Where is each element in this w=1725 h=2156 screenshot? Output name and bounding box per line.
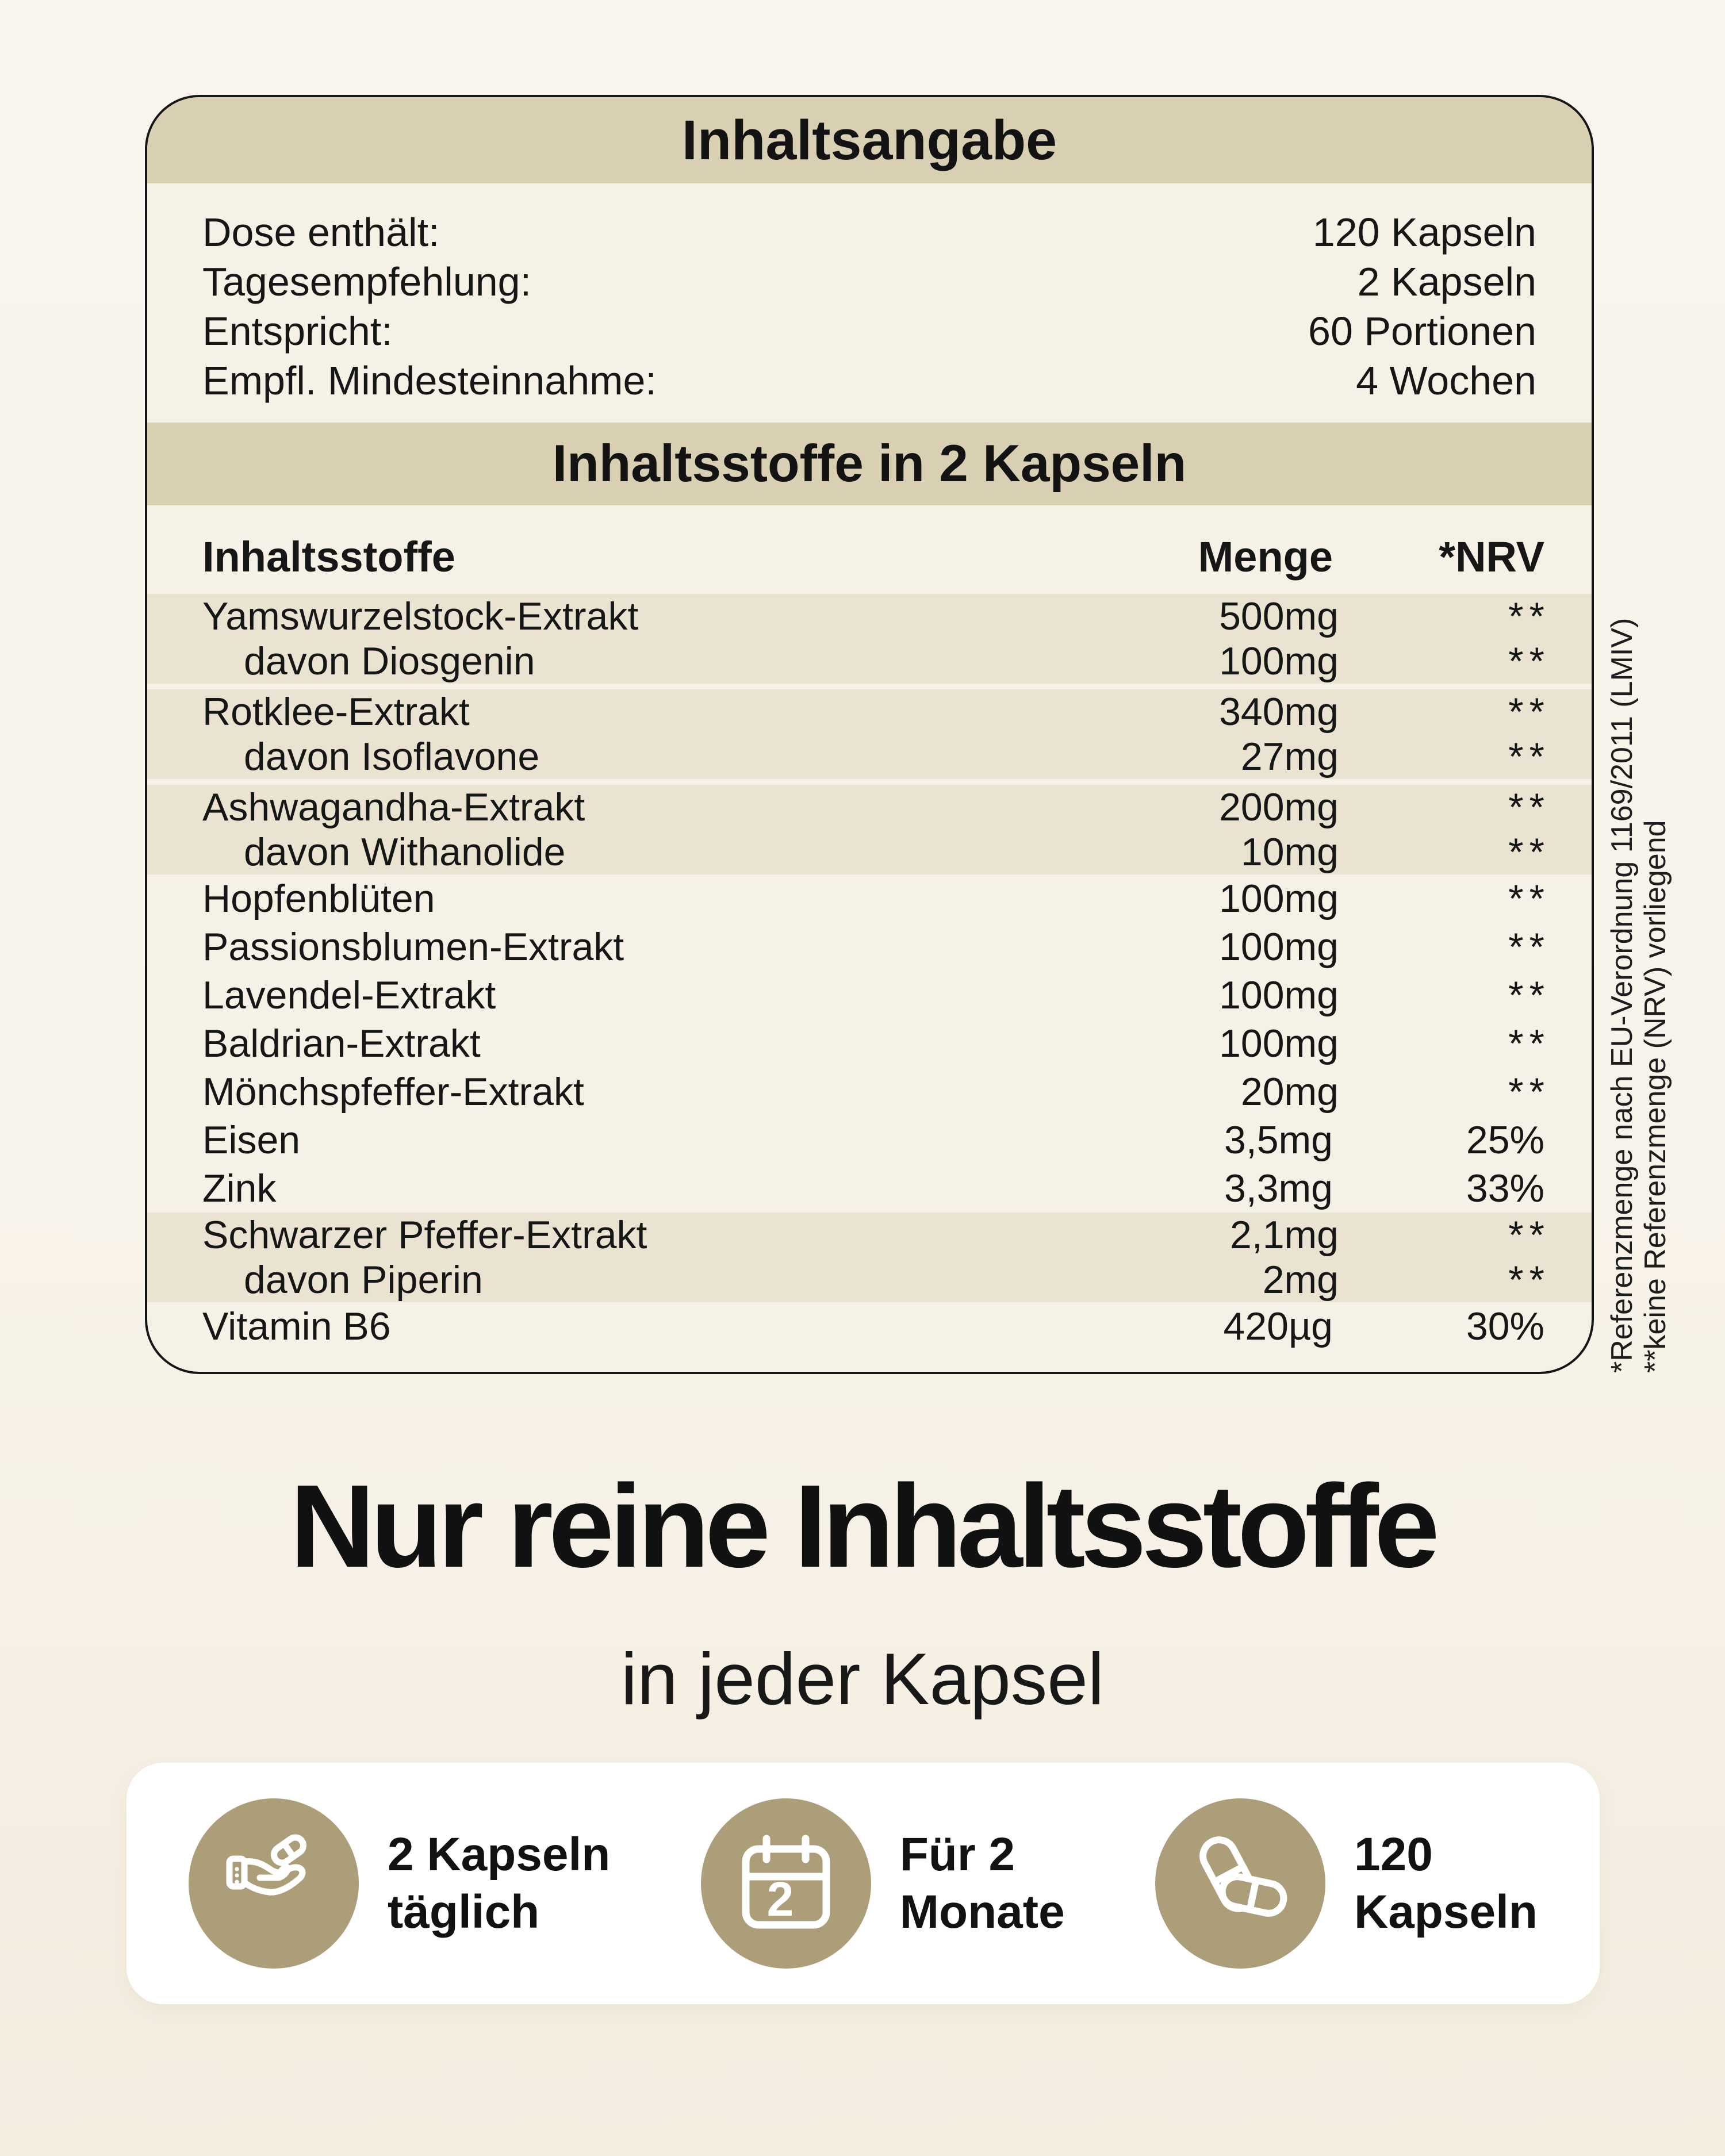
page-title: Nur reine Inhaltsstoffe bbox=[290, 1460, 1435, 1592]
table-row bbox=[147, 1116, 1592, 1164]
ingredient-name: Yamswurzelstock-Extrakt bbox=[202, 594, 639, 638]
info-label: Dose enthält: bbox=[202, 210, 440, 255]
benefit-label bbox=[1354, 1826, 1538, 1941]
table-row bbox=[147, 689, 1592, 734]
info-row bbox=[202, 306, 1536, 356]
facts-card-title: Inhaltsangabe bbox=[147, 97, 1592, 183]
info-value: 4 Wochen bbox=[1356, 358, 1536, 403]
benefit-label-line: Kapseln bbox=[1354, 1886, 1538, 1938]
footnote-keine-referenzmenge: **keine Referenzmenge (NRV) vorliegend bbox=[1639, 820, 1672, 1373]
capsules-icon-svg bbox=[1183, 1826, 1298, 1941]
ingredient-amount: 420µg bbox=[1223, 1305, 1333, 1348]
ingredient-amount: 20mg bbox=[1240, 1070, 1339, 1114]
nrv-footnotes bbox=[1605, 618, 1672, 1373]
table-row bbox=[147, 1068, 1592, 1116]
ingredient-amount: 100mg bbox=[1219, 973, 1339, 1017]
ingredient-name: Vitamin B6 bbox=[202, 1305, 391, 1348]
ingredient-nrv: ** bbox=[1508, 925, 1550, 969]
table-row bbox=[147, 594, 1592, 639]
table-row bbox=[147, 1302, 1592, 1351]
table-row bbox=[147, 1213, 1592, 1257]
ingredient-name: Lavendel-Extrakt bbox=[202, 973, 496, 1017]
footnote-referenzmenge: *Referenzmenge nach EU-Verordnung 1169/2011 (LMIV) bbox=[1605, 617, 1639, 1373]
table-row bbox=[147, 785, 1592, 830]
ingredient-amount: 500mg bbox=[1219, 594, 1339, 638]
info-value: 120 Kapseln bbox=[1312, 210, 1536, 255]
ingredient-name: Schwarzer Pfeffer-Extrakt bbox=[202, 1213, 647, 1257]
table-row bbox=[147, 639, 1592, 684]
ingredients-section-title: Inhaltsstoffe in 2 Kapseln bbox=[147, 423, 1592, 505]
ingredient-name: Hopfenblüten bbox=[202, 877, 435, 920]
ingredient-nrv: ** bbox=[1508, 1213, 1550, 1257]
ingredient-amount: 200mg bbox=[1219, 785, 1339, 829]
ingredient-amount: 100mg bbox=[1219, 925, 1339, 969]
calendar-number: 2 bbox=[766, 1872, 794, 1926]
ingredient-name: Passionsblumen-Extrakt bbox=[202, 925, 624, 969]
page-subtitle: in jeder Kapsel bbox=[620, 1638, 1105, 1720]
ingredient-nrv: 33% bbox=[1466, 1167, 1544, 1210]
header-menge: Menge bbox=[1198, 532, 1333, 581]
ingredient-amount: 2,1mg bbox=[1230, 1213, 1339, 1257]
benefit-label-line: Monate bbox=[899, 1886, 1065, 1938]
ingredient-nrv: ** bbox=[1508, 1022, 1550, 1065]
info-value: 60 Portionen bbox=[1308, 309, 1536, 354]
benefit-dosage bbox=[189, 1798, 610, 1969]
benefit-label-line: täglich bbox=[388, 1886, 540, 1938]
benefit-duration bbox=[701, 1798, 1065, 1969]
ingredient-name: davon Piperin bbox=[244, 1258, 483, 1302]
ingredient-nrv: 25% bbox=[1466, 1118, 1544, 1162]
ingredient-name: davon Withanolide bbox=[244, 830, 566, 874]
benefit-label-line: 2 Kapseln bbox=[388, 1828, 611, 1881]
info-row bbox=[202, 257, 1536, 306]
ingredient-name: davon Diosgenin bbox=[244, 639, 535, 683]
ingredient-nrv: ** bbox=[1508, 1070, 1550, 1114]
ingredient-amount: 3,5mg bbox=[1224, 1118, 1333, 1162]
ingredient-name: Zink bbox=[202, 1167, 277, 1210]
ingredient-amount: 100mg bbox=[1219, 639, 1339, 683]
ingredient-amount: 100mg bbox=[1219, 1022, 1339, 1065]
benefit-label bbox=[900, 1826, 1065, 1941]
benefits-card bbox=[126, 1763, 1600, 2004]
ingredient-nrv: ** bbox=[1508, 785, 1550, 829]
table-row bbox=[147, 923, 1592, 971]
ingredient-name: Baldrian-Extrakt bbox=[202, 1022, 481, 1065]
table-row bbox=[147, 734, 1592, 779]
header-ingredients: Inhaltsstoffe bbox=[202, 532, 455, 581]
ingredient-nrv: 30% bbox=[1466, 1305, 1544, 1348]
ingredient-nrv: ** bbox=[1508, 1258, 1550, 1302]
ingredient-name: Mönchspfeffer-Extrakt bbox=[202, 1070, 584, 1114]
hand-pill-icon-svg bbox=[216, 1826, 331, 1941]
benefit-label bbox=[388, 1826, 610, 1941]
ingredient-name: davon Isoflavone bbox=[244, 735, 540, 778]
info-row bbox=[202, 356, 1536, 405]
benefit-label-line: Für 2 bbox=[899, 1828, 1015, 1881]
ingredient-nrv: ** bbox=[1508, 594, 1550, 638]
benefit-label-line: 120 bbox=[1354, 1828, 1433, 1881]
ingredient-nrv: ** bbox=[1508, 735, 1550, 778]
info-label: Tagesempfehlung: bbox=[202, 259, 532, 304]
dose-info-section bbox=[147, 183, 1592, 423]
ingredients-table-header bbox=[147, 519, 1592, 594]
calendar-icon bbox=[701, 1798, 871, 1969]
ingredient-amount: 3,3mg bbox=[1224, 1167, 1333, 1210]
ingredient-nrv: ** bbox=[1508, 639, 1550, 683]
ingredient-nrv: ** bbox=[1508, 830, 1550, 874]
info-label: Empfl. Mindesteinnahme: bbox=[202, 358, 657, 403]
ingredient-amount: 10mg bbox=[1240, 830, 1339, 874]
ingredients-table bbox=[147, 505, 1592, 1372]
ingredients-table-body bbox=[147, 594, 1592, 1351]
ingredient-name: Eisen bbox=[202, 1118, 301, 1162]
header-nrv: *NRV bbox=[1439, 532, 1544, 581]
table-row bbox=[147, 874, 1592, 923]
ingredient-name: Ashwagandha-Extrakt bbox=[202, 785, 585, 829]
capsules-icon bbox=[1155, 1798, 1325, 1969]
ingredient-nrv: ** bbox=[1508, 877, 1550, 920]
ingredient-name: Rotklee-Extrakt bbox=[202, 690, 470, 734]
facts-card bbox=[145, 95, 1594, 1374]
ingredient-amount: 2mg bbox=[1262, 1258, 1339, 1302]
table-row bbox=[147, 971, 1592, 1019]
benefit-count bbox=[1155, 1798, 1538, 1969]
hand-pill-icon bbox=[189, 1798, 359, 1969]
ingredient-nrv: ** bbox=[1508, 973, 1550, 1017]
calendar-icon-svg bbox=[729, 1826, 844, 1941]
table-row bbox=[147, 1257, 1592, 1302]
info-label: Entspricht: bbox=[202, 309, 393, 354]
table-row bbox=[147, 830, 1592, 874]
ingredient-nrv: ** bbox=[1508, 690, 1550, 734]
info-row bbox=[202, 208, 1536, 257]
info-value: 2 Kapseln bbox=[1357, 259, 1536, 304]
table-row bbox=[147, 1164, 1592, 1213]
ingredient-amount: 27mg bbox=[1240, 735, 1339, 778]
table-row bbox=[147, 1019, 1592, 1068]
ingredient-amount: 100mg bbox=[1219, 877, 1339, 920]
ingredient-amount: 340mg bbox=[1219, 690, 1339, 734]
